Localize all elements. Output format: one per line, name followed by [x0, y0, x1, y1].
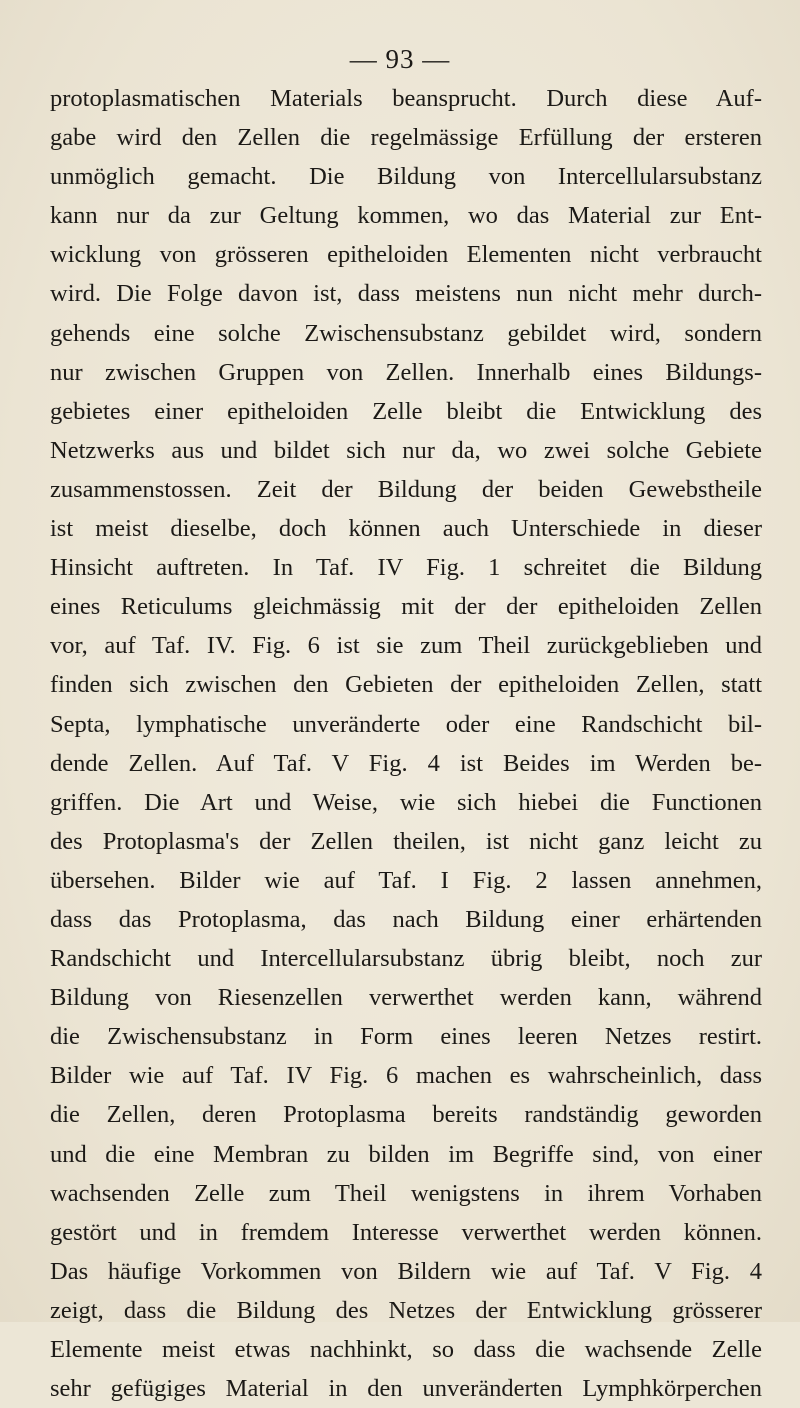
- text-line: griffen. Die Art und Weise, wie sich hiebei die Functionen: [50, 788, 762, 816]
- text-line: Bilder wie auf Taf. IV Fig. 6 machen es wahrscheinlich, dass: [50, 1062, 762, 1090]
- text-line: gehends eine solche Zwischensubstanz gebildet wird, sondern: [50, 319, 762, 347]
- text-line: des Protoplasma's der Zellen theilen, ist nicht ganz leicht zu: [50, 827, 762, 855]
- text-line: eines Reticulums gleichmässig mit der der epitheloiden Zellen: [50, 593, 762, 621]
- text-line: Elemente meist etwas nachhinkt, so dass die wachsende Zelle: [50, 1336, 762, 1363]
- text-line: sehr gefügiges Material in den unveränderten Lymphkörperchen: [50, 1375, 762, 1403]
- text-line: nur zwischen Gruppen von Zellen. Innerhalb eines Bildungs-: [50, 358, 762, 386]
- text-line: wicklung von grösseren epitheloiden Elementen nicht verbraucht: [50, 241, 762, 269]
- text-line: gestört und in fremdem Interesse verwerthet werden können.: [50, 1218, 762, 1246]
- text-line: Hinsicht auftreten. In Taf. IV Fig. 1 schreitet die Bildung: [50, 554, 762, 582]
- text-line: wachsenden Zelle zum Theil wenigstens in ihrem Vorhaben: [50, 1179, 762, 1207]
- text-line: die Zwischensubstanz in Form eines leeren Netzes restirt.: [50, 1023, 762, 1051]
- text-line: Netzwerks aus und bildet sich nur da, wo zwei solche Gebiete: [50, 436, 762, 464]
- page-number: — 93 —: [349, 44, 451, 74]
- text-line: Randschicht und Intercellularsubstanz übrig bleibt, noch zur: [50, 945, 762, 973]
- text-line: gebietes einer epitheloiden Zelle bleibt die Entwicklung des: [50, 397, 762, 425]
- text-line: kann nur da zur Geltung kommen, wo das Material zur Ent-: [50, 202, 762, 230]
- text-line: die Zellen, deren Protoplasma bereits randständig geworden: [50, 1101, 762, 1129]
- text-line: übersehen. Bilder wie auf Taf. I Fig. 2 lassen annehmen,: [50, 866, 762, 894]
- text-line: Das häufige Vorkommen von Bildern wie auf Taf. V Fig. 4: [50, 1257, 762, 1285]
- text-line: zeigt, dass die Bildung des Netzes der Entwicklung grösserer: [50, 1296, 762, 1324]
- text-line: protoplasmatischen Materials beansprucht. Durch diese Auf-: [50, 85, 762, 112]
- text-line: unmöglich gemacht. Die Bildung von Intercellularsubstanz: [50, 163, 762, 191]
- text-line: finden sich zwischen den Gebieten der epitheloiden Zellen, statt: [50, 671, 762, 699]
- text-line: wird. Die Folge davon ist, dass meistens nun nicht mehr durch-: [50, 280, 762, 308]
- text-line: vor, auf Taf. IV. Fig. 6 ist sie zum Theil zurückgeblieben und: [50, 632, 762, 660]
- text-line: und die eine Membran zu bilden im Begriffe sind, von einer: [50, 1140, 762, 1168]
- text-line: Septa, lymphatische unveränderte oder eine Randschicht bil-: [50, 710, 762, 738]
- text-line: Bildung von Riesenzellen verwerthet werden kann, während: [50, 984, 762, 1012]
- text-line: ist meist dieselbe, doch können auch Unterschiede in dieser: [50, 515, 762, 543]
- body-text: [50, 79, 762, 1408]
- text-line: dende Zellen. Auf Taf. V Fig. 4 ist Beides im Werden be-: [50, 749, 762, 777]
- text-line: gabe wird den Zellen die regelmässige Erfüllung der ersteren: [50, 124, 762, 152]
- text-line: zusammenstossen. Zeit der Bildung der beiden Gewebstheile: [50, 475, 762, 503]
- text-line: dass das Protoplasma, das nach Bildung einer erhärtenden: [50, 905, 762, 933]
